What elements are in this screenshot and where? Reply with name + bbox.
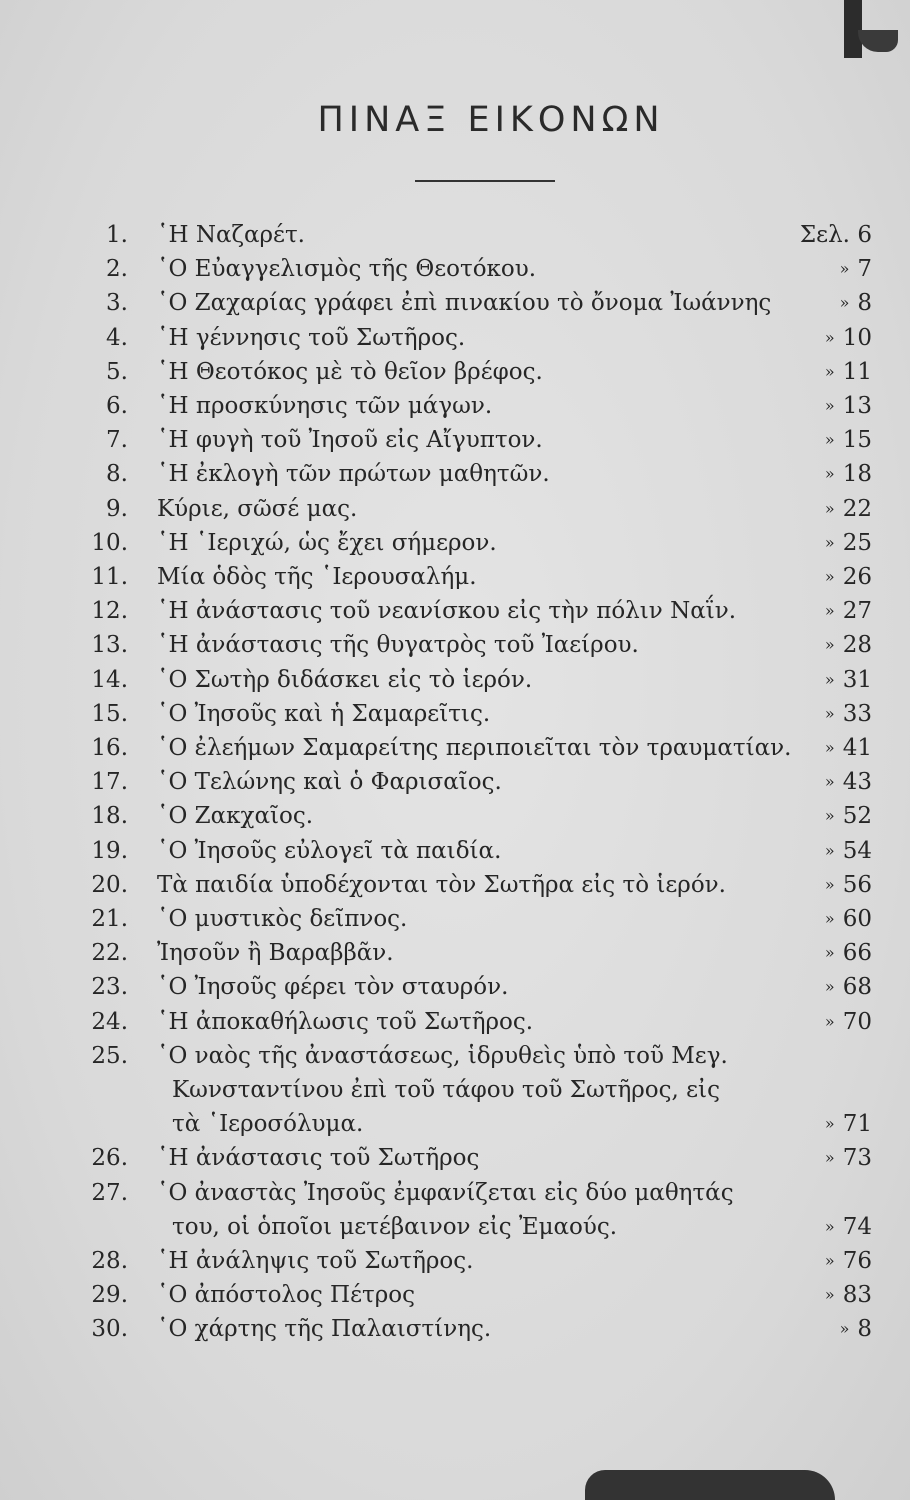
- entry-number: 18.: [91, 803, 128, 829]
- page-number: 31: [842, 667, 872, 693]
- entry-title: ῾Ο Ζαχαρίας γράφει ἐπὶ πινακίου τὸ ὄνομα Ἰωάννης: [157, 290, 772, 316]
- toc-entry: [0, 628, 910, 662]
- page-number-group: [825, 697, 872, 731]
- entry-title: ῾Η γέννησις τοῦ Σωτῆρος.: [157, 325, 466, 351]
- page-label: Σελ.: [799, 222, 850, 248]
- toc-entry: [0, 902, 910, 936]
- entry-number: 16.: [91, 735, 128, 761]
- page-number-group: [825, 970, 872, 1004]
- ditto-mark: »: [824, 1148, 835, 1167]
- page-number-group: [825, 321, 872, 355]
- page-title: ΠΙΝΑΞ ΕΙΚΟΝΩΝ: [317, 100, 665, 140]
- toc-entry: [0, 1244, 910, 1278]
- page-number-group: [840, 1312, 872, 1346]
- ditto-mark: »: [824, 635, 835, 654]
- toc-entry: [0, 731, 910, 765]
- page-number: 60: [842, 906, 872, 932]
- page-number-group: [840, 252, 872, 286]
- entry-title: ῾Ο ναὸς τῆς ἀναστάσεως, ἱδρυθεὶς ὑπὸ τοῦ Μεγ.: [157, 1043, 728, 1069]
- page-number-group: [825, 628, 872, 662]
- toc-entry: [0, 799, 910, 833]
- ditto-mark: »: [824, 704, 835, 723]
- entry-number: 29.: [91, 1282, 128, 1308]
- page-number: 15: [842, 427, 872, 453]
- ditto-mark: »: [824, 1012, 835, 1031]
- entry-title: ῾Η ῾Ιεριχώ, ὡς ἔχει σήμερον.: [157, 530, 497, 556]
- ditto-mark: »: [824, 1114, 835, 1133]
- page-number-group: [825, 526, 872, 560]
- entry-title-continuation: Κωνσταντίνου ἐπὶ τοῦ τάφου τοῦ Σωτῆρος, εἰς: [172, 1077, 720, 1103]
- page-number: 33: [842, 701, 872, 727]
- page-number: 25: [842, 530, 872, 556]
- entry-number: 5.: [106, 359, 128, 385]
- toc-entry: [0, 1278, 910, 1312]
- ditto-mark: »: [824, 875, 835, 894]
- entry-title: Μία ὁδὸς τῆς ῾Ιερουσαλήμ.: [157, 564, 477, 590]
- toc-entry: [0, 1039, 910, 1073]
- page-number: 11: [842, 359, 872, 385]
- entry-title: ῾Η ἀνάστασις τῆς θυγατρὸς τοῦ Ἰαείρου.: [157, 632, 639, 658]
- toc-entry-continuation: [0, 1107, 910, 1141]
- entry-number: 12.: [91, 598, 128, 624]
- page-number-group: [825, 389, 872, 423]
- page-number-group: [825, 1278, 872, 1312]
- entry-title: ῾Ο Εὐαγγελισμὸς τῆς Θεοτόκου.: [157, 256, 537, 282]
- entry-number: 26.: [91, 1145, 128, 1171]
- entry-number: 11.: [91, 564, 128, 590]
- entry-number: 17.: [91, 769, 128, 795]
- page-number: 27: [842, 598, 872, 624]
- entry-title: ῾Ο ἐλεήμων Σαμαρείτης περιποιεῖται τὸν τραυματίαν.: [157, 735, 792, 761]
- entry-number: 19.: [91, 838, 128, 864]
- page-number: 71: [842, 1111, 872, 1137]
- toc-entry: [0, 1312, 910, 1346]
- toc-entry: [0, 1141, 910, 1175]
- page-number-group: [825, 1107, 872, 1141]
- page-number: 52: [842, 803, 872, 829]
- toc-entry: [0, 252, 910, 286]
- toc-entry: [0, 936, 910, 970]
- page-number: 8: [857, 290, 872, 316]
- page-number: 26: [842, 564, 872, 590]
- page-number-group: [825, 457, 872, 491]
- entry-title: ῾Η ἀνάληψις τοῦ Σωτῆρος.: [157, 1248, 474, 1274]
- page-number-group: [825, 423, 872, 457]
- toc-entry: [0, 457, 910, 491]
- ditto-mark: »: [839, 259, 850, 278]
- toc-entry: [0, 765, 910, 799]
- entry-number: 13.: [91, 632, 128, 658]
- page-number-group: [825, 1210, 872, 1244]
- ditto-mark: »: [824, 909, 835, 928]
- ditto-mark: »: [824, 1217, 835, 1236]
- page-number: 43: [842, 769, 872, 795]
- entry-title: ῾Ο ἀναστὰς Ἰησοῦς ἐμφανίζεται εἰς δύο μαθητάς: [157, 1180, 734, 1206]
- toc-entry: [0, 697, 910, 731]
- entry-title: ῾Η Ναζαρέτ.: [157, 222, 305, 248]
- ditto-mark: »: [824, 430, 835, 449]
- entry-title-continuation: τὰ ῾Ιεροσόλυμα.: [172, 1111, 364, 1137]
- ditto-mark: »: [824, 841, 835, 860]
- ditto-mark: »: [824, 362, 835, 381]
- page-number-group: [825, 902, 872, 936]
- page-number: 66: [842, 940, 872, 966]
- entry-number: 6.: [106, 393, 128, 419]
- page-number: 54: [842, 838, 872, 864]
- page-number: 74: [842, 1214, 872, 1240]
- entry-title: ῾Ο Ζακχαῖος.: [157, 803, 314, 829]
- page-number: 28: [842, 632, 872, 658]
- entry-title: ῾Η ἀνάστασις τοῦ νεανίσκου εἰς τὴν πόλιν Ναΐν.: [157, 598, 737, 624]
- entry-title: ῾Η ἀνάστασις τοῦ Σωτῆρος: [157, 1145, 480, 1171]
- page-number-group: [825, 1244, 872, 1278]
- page-number: 73: [842, 1145, 872, 1171]
- page-number: 7: [857, 256, 872, 282]
- entry-number: 21.: [91, 906, 128, 932]
- entry-number: 20.: [91, 872, 128, 898]
- entry-number: 27.: [91, 1180, 128, 1206]
- page-number-group: [825, 594, 872, 628]
- entry-title: Ἰησοῦν ἢ Βαραββᾶν.: [157, 940, 394, 966]
- page-number: 10: [842, 325, 872, 351]
- toc-entry: [0, 218, 910, 252]
- page-number: 76: [842, 1248, 872, 1274]
- page-number-group: [825, 663, 872, 697]
- ditto-mark: »: [824, 533, 835, 552]
- binding-smudge: [858, 30, 898, 52]
- entry-number: 14.: [91, 667, 128, 693]
- toc-entry: [0, 526, 910, 560]
- entry-number: 7.: [106, 427, 128, 453]
- entry-title: ῾Ο Ἰησοῦς καὶ ἡ Σαμαρεῖτις.: [157, 701, 491, 727]
- page-number-group: [825, 834, 872, 868]
- toc-entry: [0, 355, 910, 389]
- toc-entry: [0, 1005, 910, 1039]
- page-number: 22: [842, 496, 872, 522]
- ditto-mark: »: [824, 328, 835, 347]
- toc-entry-continuation: [0, 1073, 910, 1107]
- bottom-smudge: [585, 1470, 835, 1500]
- entry-title: ῾Ο μυστικὸς δεῖπνος.: [157, 906, 408, 932]
- page-number: 56: [842, 872, 872, 898]
- entry-number: 1.: [106, 222, 128, 248]
- entry-number: 15.: [91, 701, 128, 727]
- ditto-mark: »: [824, 601, 835, 620]
- page-number-group: [825, 799, 872, 833]
- entry-title: ῾Ο Ἰησοῦς φέρει τὸν σταυρόν.: [157, 974, 509, 1000]
- entry-number: 4.: [106, 325, 128, 351]
- page-number: 68: [842, 974, 872, 1000]
- entry-number: 8.: [106, 461, 128, 487]
- page-number-group: [825, 1141, 872, 1175]
- entry-number: 22.: [91, 940, 128, 966]
- page-number: 18: [842, 461, 872, 487]
- entry-number: 24.: [91, 1009, 128, 1035]
- ditto-mark: »: [824, 499, 835, 518]
- ditto-mark: »: [824, 772, 835, 791]
- entry-title: ῾Η ἀποκαθήλωσις τοῦ Σωτῆρος.: [157, 1009, 534, 1035]
- ditto-mark: »: [824, 464, 835, 483]
- toc-entry: [0, 970, 910, 1004]
- entry-title-continuation: του, οἱ ὁποῖοι μετέβαινον εἰς Ἐμαούς.: [172, 1214, 618, 1240]
- toc-entry: [0, 492, 910, 526]
- ditto-mark: »: [824, 567, 835, 586]
- toc-entry: [0, 286, 910, 320]
- toc-entry: [0, 321, 910, 355]
- page-number-group: [825, 936, 872, 970]
- entry-number: 23.: [91, 974, 128, 1000]
- ditto-mark: »: [839, 293, 850, 312]
- page-number: 8: [857, 1316, 872, 1342]
- title-rule: [415, 180, 555, 182]
- entry-title: ῾Ο Σωτὴρ διδάσκει εἰς τὸ ἱερόν.: [157, 667, 533, 693]
- page-number-group: [825, 731, 872, 765]
- page-number-group: [825, 355, 872, 389]
- ditto-mark: »: [824, 806, 835, 825]
- toc-entry: [0, 834, 910, 868]
- ditto-mark: »: [824, 670, 835, 689]
- toc-entry: [0, 1176, 910, 1210]
- entry-number: 3.: [106, 290, 128, 316]
- entry-number: 9.: [106, 496, 128, 522]
- entry-title: ῾Ο Τελώνης καὶ ὁ Φαρισαῖος.: [157, 769, 502, 795]
- entry-title: ῾Η Θεοτόκος μὲ τὸ θεῖον βρέφος.: [157, 359, 543, 385]
- ditto-mark: »: [824, 1251, 835, 1270]
- toc-entry: [0, 389, 910, 423]
- ditto-mark: »: [824, 396, 835, 415]
- page-number: 13: [842, 393, 872, 419]
- page-number-group: [825, 1005, 872, 1039]
- page-number: 70: [842, 1009, 872, 1035]
- page-number-group: [825, 560, 872, 594]
- page-number-group: [840, 286, 872, 320]
- toc-entry-continuation: [0, 1210, 910, 1244]
- binding-mark: [844, 0, 862, 58]
- entry-title: ῾Η φυγὴ τοῦ Ἰησοῦ εἰς Αἴγυπτον.: [157, 427, 543, 453]
- entry-title: ῾Ο ἀπόστολος Πέτρος: [157, 1282, 415, 1308]
- page-number-group: [825, 765, 872, 799]
- page-number: 41: [842, 735, 872, 761]
- entry-number: 25.: [91, 1043, 128, 1069]
- entry-number: 28.: [91, 1248, 128, 1274]
- toc-entry: [0, 663, 910, 697]
- ditto-mark: »: [824, 1285, 835, 1304]
- toc-entry: [0, 560, 910, 594]
- toc-entry: [0, 594, 910, 628]
- toc-entry: [0, 423, 910, 457]
- entry-title: ῾Ο χάρτης τῆς Παλαιστίνης.: [157, 1316, 492, 1342]
- toc-entry: [0, 868, 910, 902]
- entry-number: 30.: [91, 1316, 128, 1342]
- entry-number: 10.: [91, 530, 128, 556]
- entry-title: ῾Η πρoσκύνησις τῶν μάγων.: [157, 393, 493, 419]
- entry-title: ῾Η ἐκλογὴ τῶν πρώτων μαθητῶν.: [157, 461, 550, 487]
- ditto-mark: »: [839, 1319, 850, 1338]
- page-number: 83: [842, 1282, 872, 1308]
- page-number-group: [825, 868, 872, 902]
- entry-title: Τὰ παιδία ὑποδέχονται τὸν Σωτῆρα εἰς τὸ ἱερόν.: [157, 872, 726, 898]
- entry-title: Κύριε, σῶσέ μας.: [157, 496, 358, 522]
- ditto-mark: »: [824, 977, 835, 996]
- page-number-group: [825, 492, 872, 526]
- entry-number: 2.: [106, 256, 128, 282]
- page-number: 6: [857, 222, 872, 248]
- ditto-mark: »: [824, 738, 835, 757]
- entry-title: ῾Ο Ἰησοῦς εὐλογεῖ τὰ παιδία.: [157, 838, 502, 864]
- ditto-mark: »: [824, 943, 835, 962]
